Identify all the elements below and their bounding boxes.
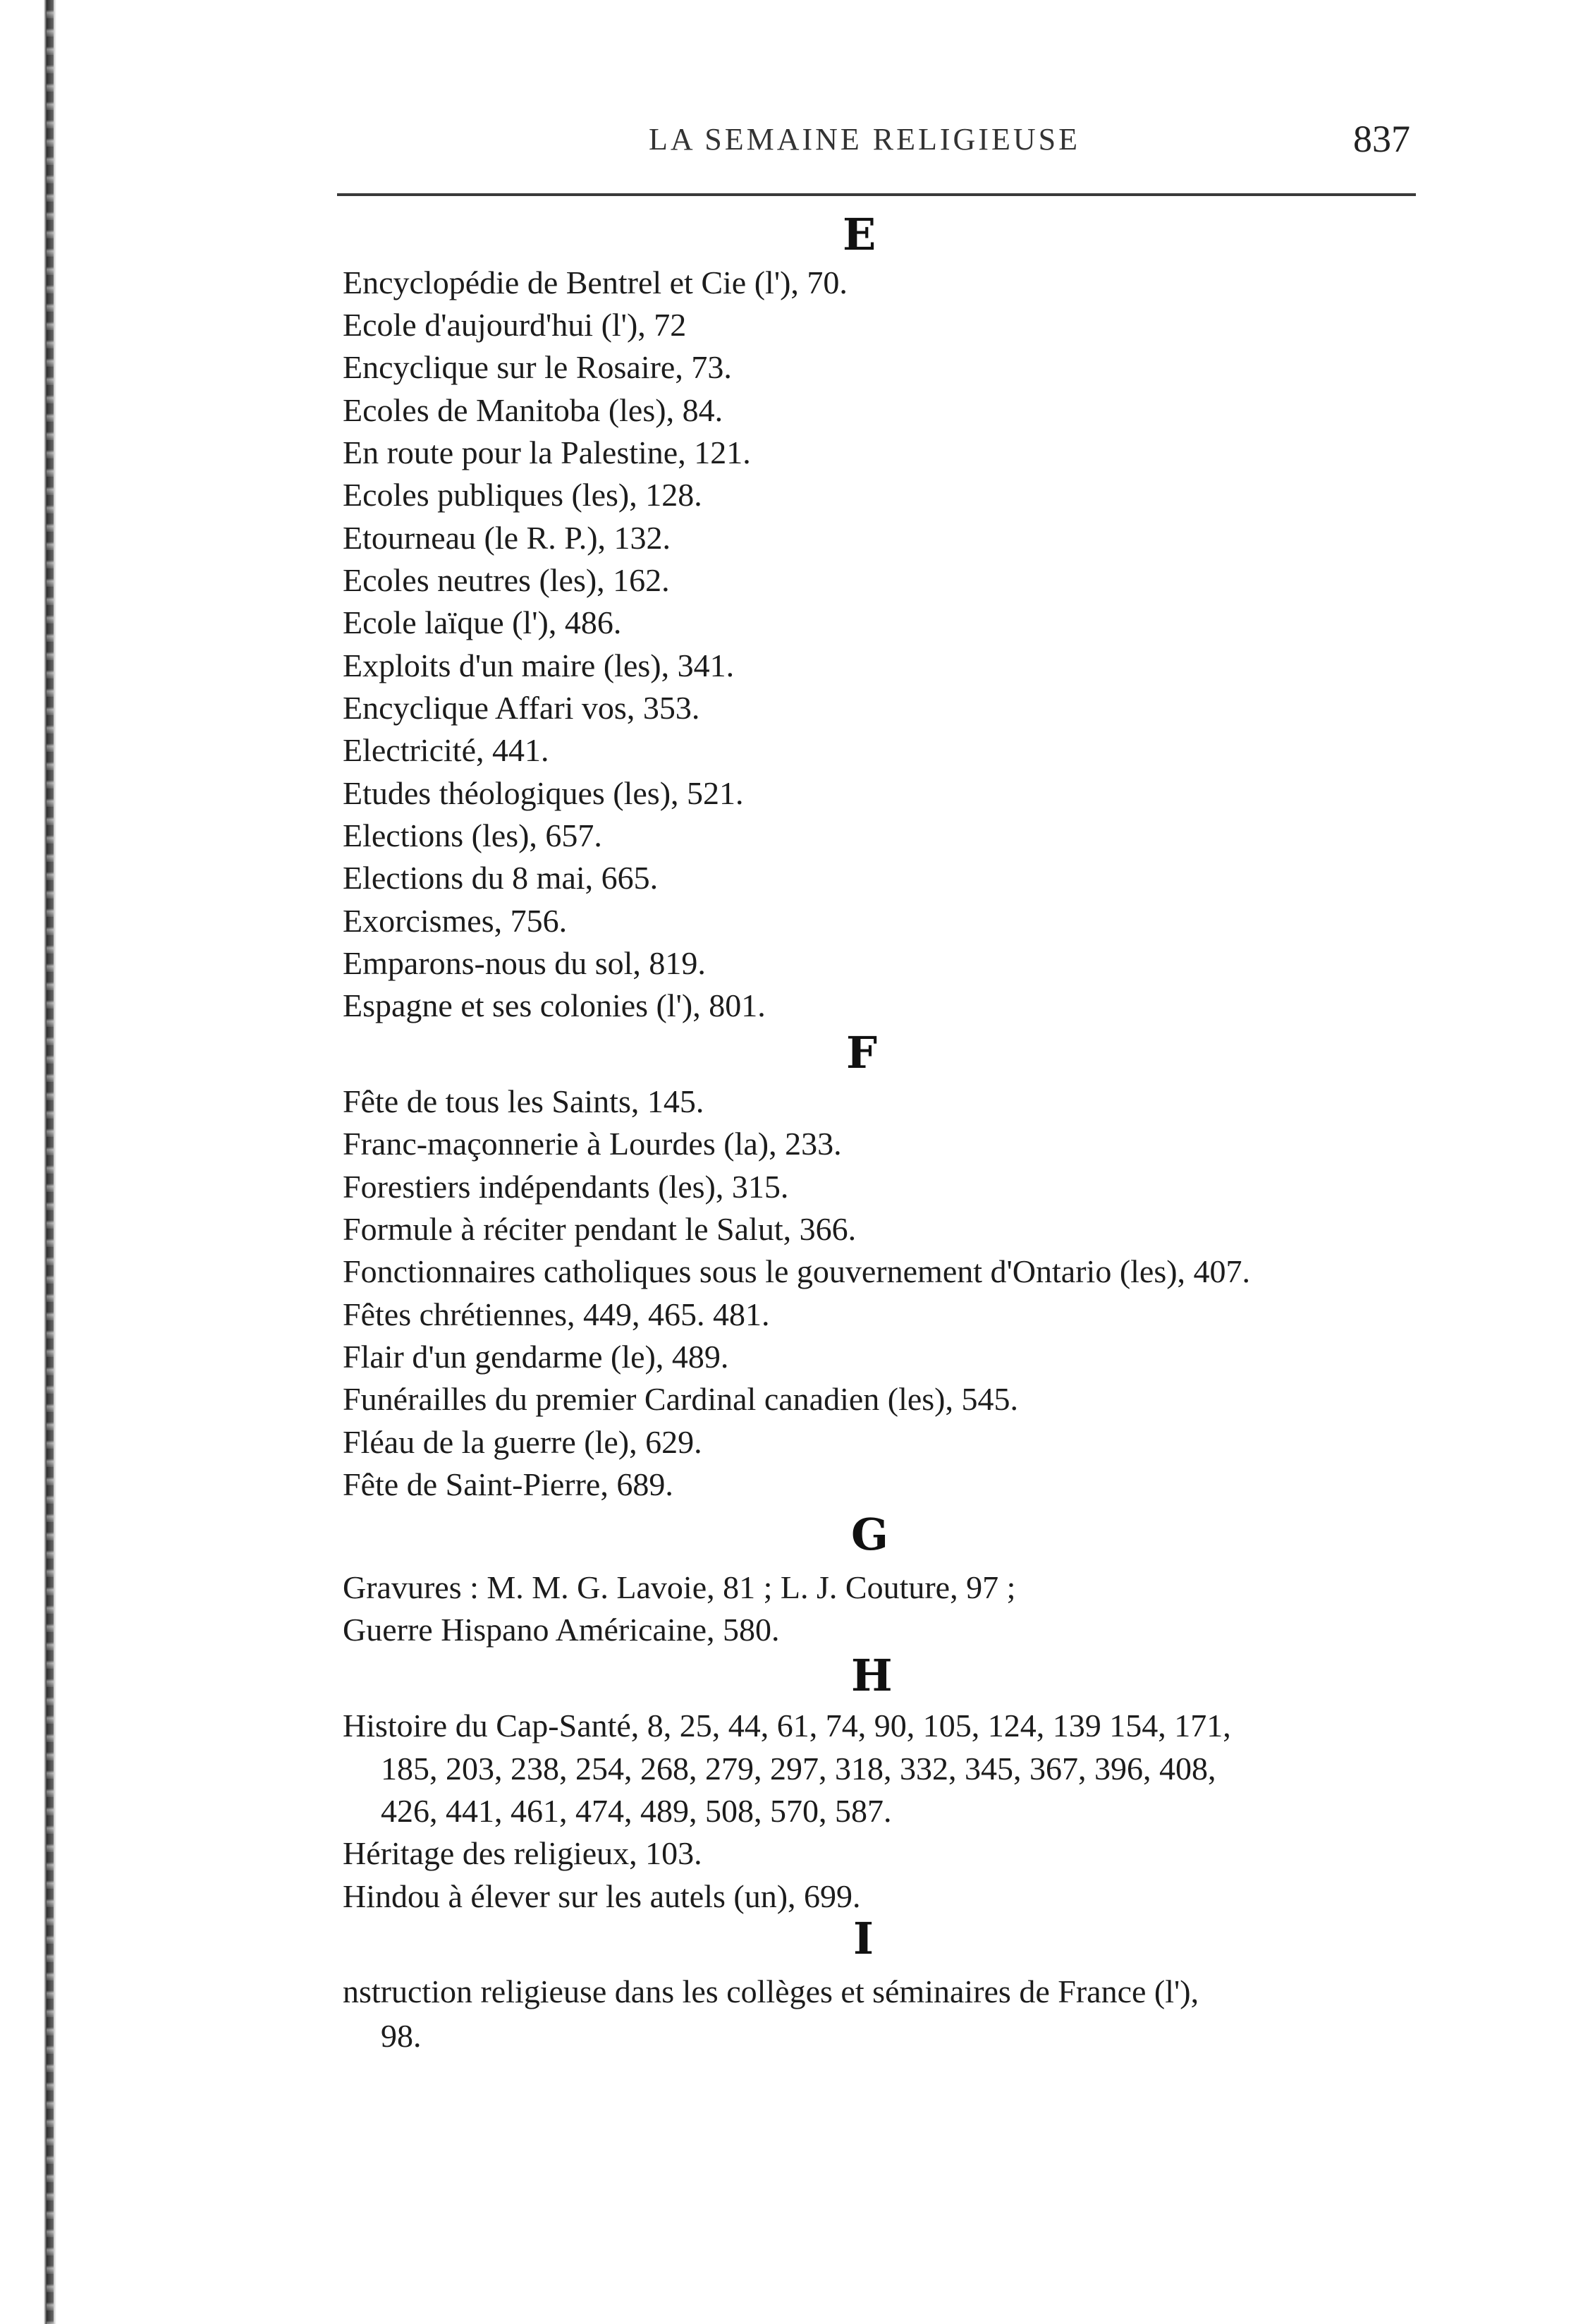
index-entry: Franc-maçonnerie à Lourdes (la), 233. <box>343 1126 842 1162</box>
index-entry: Emparons-nous du sol, 819. <box>343 945 706 981</box>
running-title: LA SEMAINE RELIGIEUSE <box>649 122 1080 157</box>
index-entry: Espagne et ses colonies (l'), 801. <box>343 987 766 1023</box>
index-entry: Gravures : M. M. G. Lavoie, 81 ; L. J. Couture, 97 ; <box>343 1569 1016 1605</box>
section-letter-e: E <box>843 209 876 260</box>
section-letter-i: I <box>853 1913 874 1964</box>
index-entry: Fête de tous les Saints, 145. <box>343 1083 704 1119</box>
section-letter-h: H <box>851 1650 893 1701</box>
index-entry-continuation: 426, 441, 461, 474, 489, 508, 570, 587. <box>381 1793 892 1829</box>
index-entry-continuation: 98. <box>381 2018 422 2054</box>
index-entry: Elections (les), 657. <box>343 817 602 853</box>
index-entry-continuation: 185, 203, 238, 254, 268, 279, 297, 318, 332, 345, 367, 396, 408, <box>381 1751 1216 1787</box>
index-entry: Exploits d'un maire (les), 341. <box>343 647 735 683</box>
index-entry: Ecole laïque (l'), 486. <box>343 604 622 640</box>
index-entry: Formule à réciter pendant le Salut, 366. <box>343 1211 857 1247</box>
index-entry: Electricité, 441. <box>343 732 549 768</box>
index-entry: Elections du 8 mai, 665. <box>343 860 659 896</box>
page-number: 837 <box>1353 118 1410 160</box>
index-entry: nstruction religieuse dans les collèges et séminaires de France (l'), <box>343 1973 1199 2009</box>
index-entry: Encyclique sur le Rosaire, 73. <box>343 349 732 385</box>
index-entry: Fonctionnaires catholiques sous le gouvernement d'Ontario (les), 407. <box>343 1253 1251 1289</box>
index-entry: Guerre Hispano Américaine, 580. <box>343 1612 780 1648</box>
section-letter-g: G <box>851 1509 888 1560</box>
index-entry: Fléau de la guerre (le), 629. <box>343 1424 702 1460</box>
index-entry: Etourneau (le R. P.), 132. <box>343 520 671 556</box>
index-entry: En route pour la Palestine, 121. <box>343 434 751 470</box>
index-entry: Héritage des religieux, 103. <box>343 1835 702 1871</box>
index-entry: Ecoles neutres (les), 162. <box>343 562 670 598</box>
index-entry: Encyclique Affari vos, 353. <box>343 690 700 726</box>
index-entry: Ecoles publiques (les), 128. <box>343 477 702 513</box>
index-entry: Fêtes chrétiennes, 449, 465. 481. <box>343 1296 770 1332</box>
index-entry: Ecoles de Manitoba (les), 84. <box>343 392 723 428</box>
index-entry: Fête de Saint-Pierre, 689. <box>343 1466 673 1502</box>
index-entry: Ecole d'aujourd'hui (l'), 72 <box>343 307 687 343</box>
index-entry: Encyclopédie de Bentrel et Cie (l'), 70. <box>343 264 848 300</box>
index-entry: Hindou à élever sur les autels (un), 699. <box>343 1878 861 1914</box>
index-entry: Exorcismes, 756. <box>343 903 568 939</box>
index-entry: Forestiers indépendants (les), 315. <box>343 1169 789 1205</box>
index-entry: Histoire du Cap-Santé, 8, 25, 44, 61, 74, 90, 105, 124, 139 154, 171, <box>343 1708 1231 1744</box>
index-entry: Funérailles du premier Cardinal canadien (les), 545. <box>343 1381 1019 1417</box>
index-entry: Flair d'un gendarme (le), 489. <box>343 1339 729 1375</box>
index-entry: Etudes théologiques (les), 521. <box>343 775 744 811</box>
section-letter-f: F <box>846 1027 878 1078</box>
